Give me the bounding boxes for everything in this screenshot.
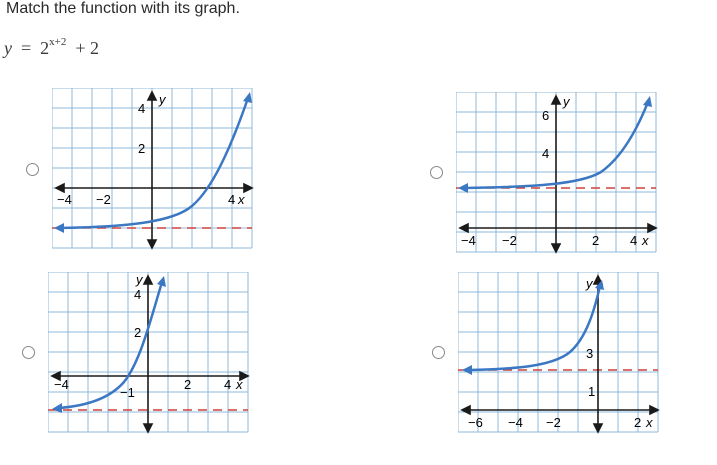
curve-arrow-right: [243, 92, 252, 103]
graph-option-b: [456, 92, 658, 254]
axes: [52, 276, 248, 432]
y-axis-label: y: [136, 272, 143, 287]
x-tick-pos: 4: [228, 192, 236, 207]
equation-equals: =: [21, 38, 32, 58]
equation-base: 2: [40, 38, 50, 58]
graph-option-c: [48, 272, 250, 434]
x-tick-neg-mid: −4: [508, 415, 523, 430]
y-axis-label: y: [159, 92, 166, 107]
y-tick-mid: 2: [138, 141, 146, 156]
y-tick-mid: 4: [542, 146, 550, 161]
x-tick-pos-inner: 2: [592, 233, 600, 248]
axes: [56, 92, 252, 248]
x-tick-neg: −4: [54, 377, 69, 392]
y-axis-label: y: [563, 94, 570, 109]
x-axis-label: x: [642, 233, 649, 248]
graph-option-d: [458, 272, 660, 434]
option-c-radio[interactable]: [22, 346, 35, 359]
curve-arrow-right: [157, 276, 166, 287]
x-axis-label: x: [646, 415, 653, 430]
x-axis-label: x: [236, 377, 243, 392]
grid: [458, 272, 658, 432]
curve-arrow-left: [54, 223, 64, 233]
equation-constant: + 2: [75, 38, 100, 58]
y-axis-label: y: [586, 276, 593, 291]
graph-option-a: [52, 88, 254, 250]
axes: [460, 96, 656, 252]
x-tick-pos-inner: 2: [184, 377, 192, 392]
curve-arrow-right: [643, 96, 652, 107]
question-prompt: Match the function with its graph.: [6, 0, 240, 17]
exponential-curve: [58, 282, 162, 408]
option-a-radio[interactable]: [26, 163, 39, 176]
y-tick-mid: 3: [586, 346, 594, 361]
x-tick-neg-outer: −4: [57, 192, 72, 207]
x-tick-neg-inner: −2: [502, 233, 517, 248]
x-tick-pos-outer: 4: [630, 233, 638, 248]
equation-exponent: x+2: [49, 36, 67, 48]
exponential-curve: [468, 286, 600, 370]
function-equation: [4, 38, 99, 59]
option-d-radio[interactable]: [432, 346, 445, 359]
axes: [462, 276, 658, 432]
x-tick-neg-outer: −4: [461, 233, 476, 248]
curve-arrow-left: [462, 365, 472, 375]
x-tick-pos: 2: [634, 415, 642, 430]
y-tick-top: 6: [542, 108, 550, 123]
x-tick-neg-outer: −6: [468, 415, 483, 430]
x-tick-pos-outer: 4: [224, 377, 232, 392]
option-b-radio[interactable]: [430, 166, 443, 179]
x-tick-neg-inner: −2: [546, 415, 561, 430]
y-tick-top: 4: [134, 287, 142, 302]
x-axis-label: x: [238, 192, 245, 207]
y-tick-mid: 2: [134, 325, 142, 340]
y-tick-low: 1: [588, 384, 596, 399]
equation-lhs: y: [4, 38, 12, 58]
x-tick-neg-inner: −2: [96, 192, 111, 207]
x-tick-neg-label: −1: [120, 385, 135, 400]
y-tick-top: 4: [138, 101, 146, 116]
